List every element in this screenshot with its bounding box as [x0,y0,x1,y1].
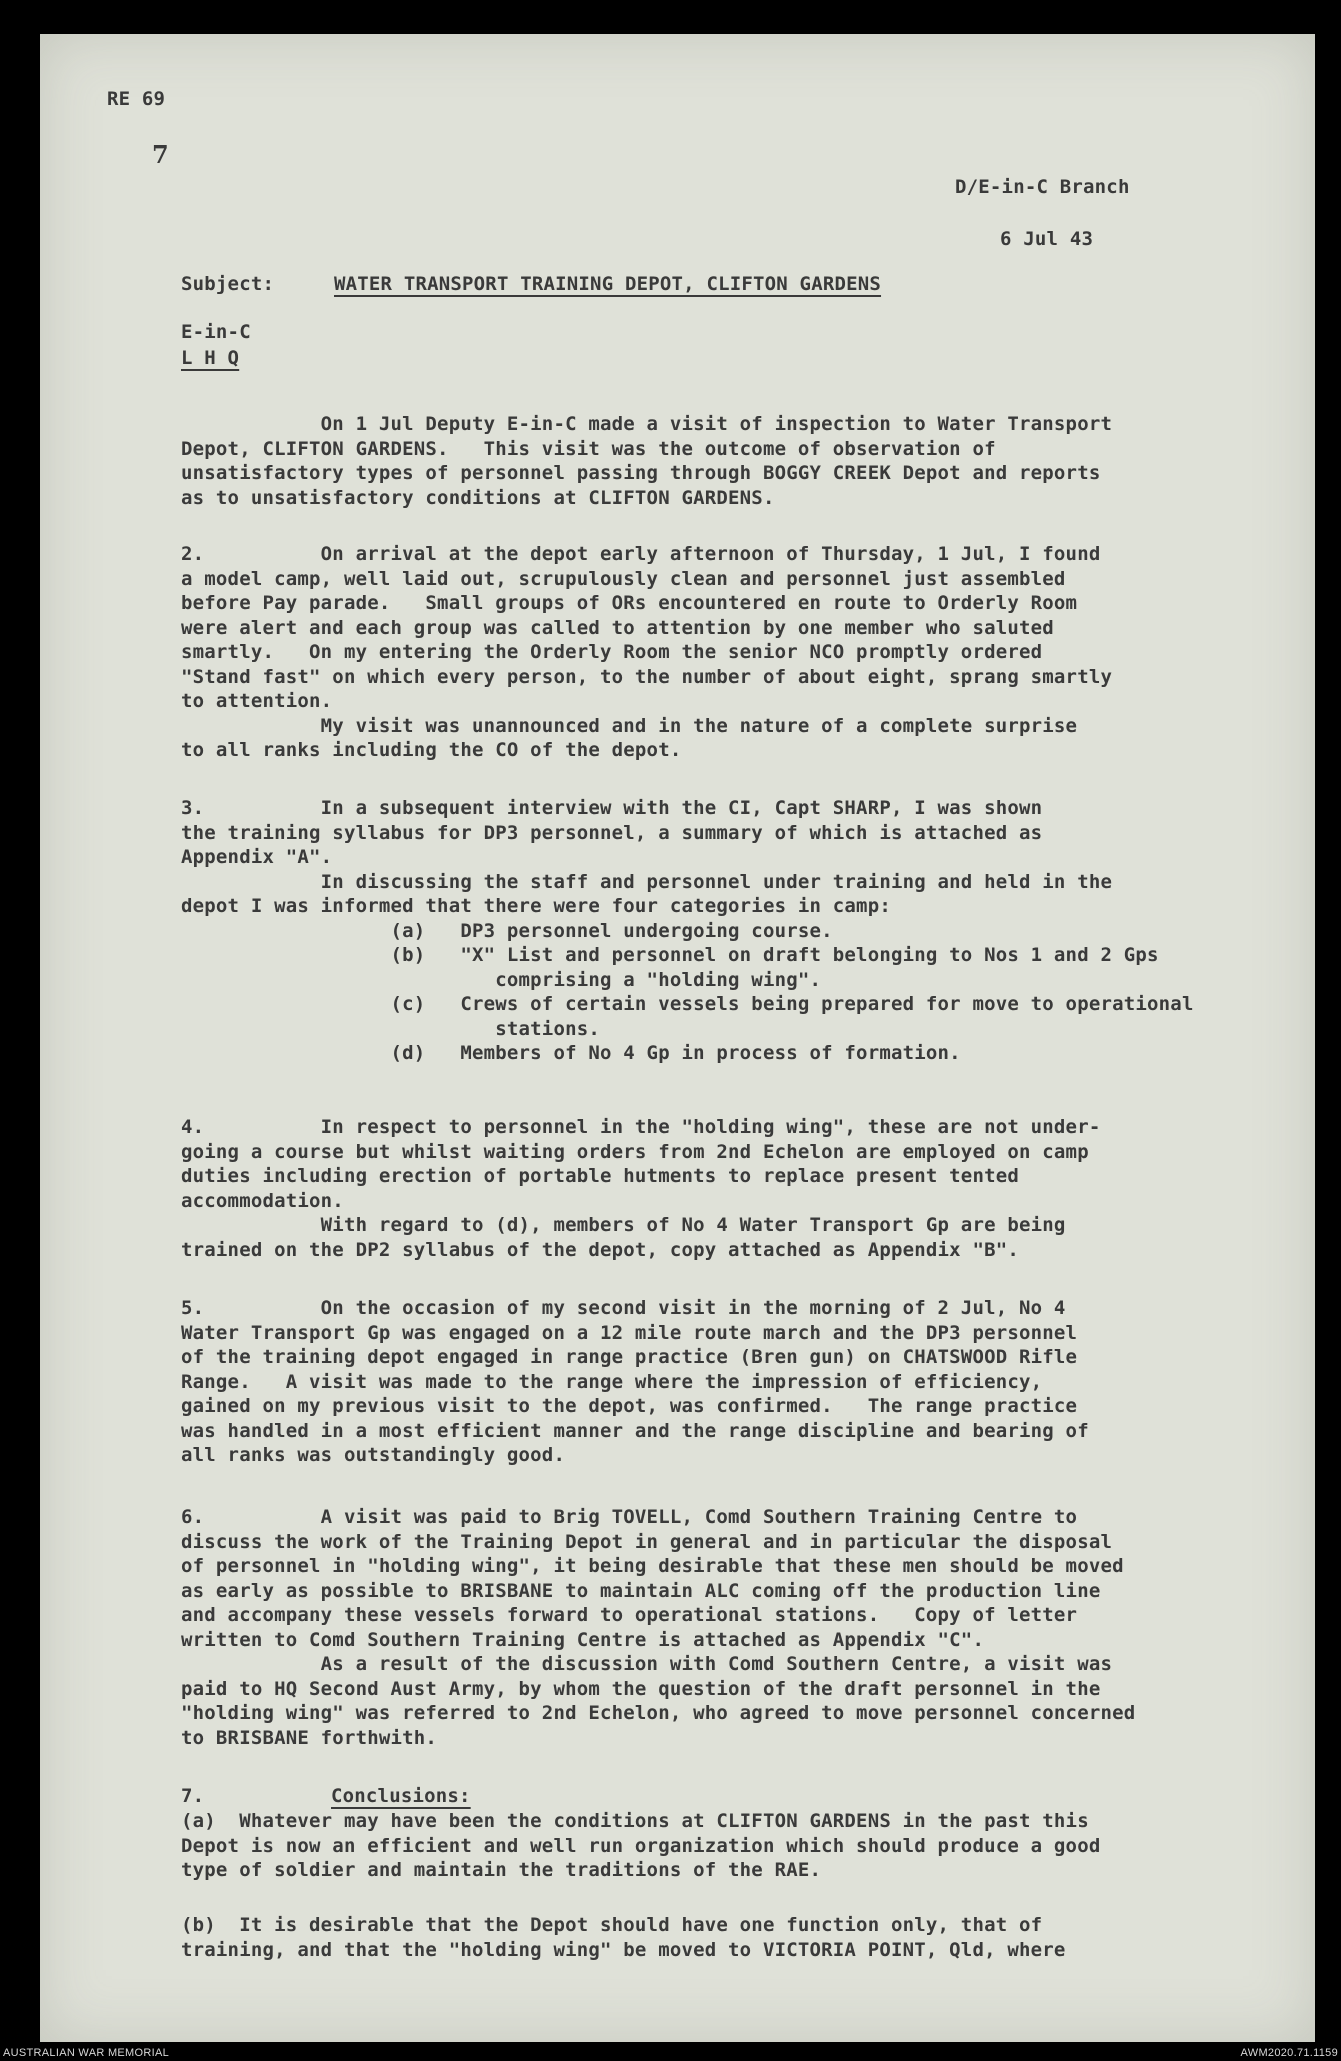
paragraph-3: 3. In a subsequent interview with the CI, Capt SHARP, I was shown the training syllabus for DP3 personnel, a summary of which is attached as Appendix "A". In discussing the staff and personnel under training and held in the depot I was informed that there were four categories in camp: (a) DP3 personnel undergoing course. (b) "X" List and personnel on draft belonging to Nos 1 and 2 Gps comprising a "holding wing". (c) Crews of certain vessels being prepared for move to operational stations. (d) Members of No 4 Gp in process of formation. [181,797,1194,1064]
branch-heading: D/E-in-C Branch [955,176,1130,198]
paragraph-4: 4. In respect to personnel in the "holding wing", these are not under- going a course but whilst waiting orders from 2nd Echelon are employed on camp duties including erection of portable hutments to replace present tented accommodation. With regard to (d), members of No 4 Water Transport Gp are being trained on the DP2 syllabus of the depot, copy attached as Appendix "B". [181,1116,1101,1261]
conclusion-a: (a) Whatever may have been the conditions at CLIFTON GARDENS in the past this Depot is now an efficient and well run organization which should produce a good type of soldier and maintain the traditions of the RAE. [181,1810,1101,1881]
conclusion-b: (b) It is desirable that the Depot should have one function only, that of training, and that the "holding wing" be moved to VICTORIA POINT, Qld, where [181,1914,1066,1961]
subject-label: Subject: [181,273,275,295]
paragraph-5: 5. On the occasion of my second visit in the morning of 2 Jul, No 4 Water Transport Gp was engaged on a 12 mile route march and the DP3 personnel of the training depot engaged in range practice (Bren gun) on CHATSWOOD Rifle Range. A visit was made to the range where the impression of efficiency, gained on my previous visit to the depot, was confirmed. The range practice was handled in a most efficient manner and the range discipline and bearing of all ranks was outstandingly good. [181,1297,1089,1466]
document-reference: RE 69 [107,88,166,110]
paragraph-6: 6. A visit was paid to Brig TOVELL, Comd Southern Training Centre to discuss the work of the Training Depot in general and in particular the disposal of personnel in "holding wing", it being desirable that these men should be moved as early as possible to BRISBANE to maintain ALC coming off the production line and accompany these vessels forward to operational stations. Copy of letter written to Comd Southern Training Centre is attached as Appendix "C". As a result of the discussion with Comd Southern Centre, a visit was paid to HQ Second Aust Army, by whom the question of the draft personnel in the "holding wing" was referred to 2nd Echelon, who agreed to move personnel concerned to BRISBANE forthwith. [181,1506,1136,1749]
footer-institution: AUSTRALIAN WAR MEMORIAL [3,2047,170,2059]
footer-accession-number: AWM2020.71.1159 [1240,2047,1338,2059]
handwritten-mark: 7 [152,140,169,169]
document-date: 6 Jul 43 [1000,228,1094,250]
paragraph-2: 2. On arrival at the depot early afternoon of Thursday, 1 Jul, I found a model camp, well laid out, scrupulously clean and personnel just assembled before Pay parade. Small groups of ORs encountered en route to Orderly Room were alert and each group was called to attention by one member who saluted smartly. On my entering the Orderly Room the senior NCO promptly ordered "Stand fast" on which every person, to the number of about eight, sprang smartly to attention. My visit was unannounced and in the nature of a complete surprise to all ranks including the CO of the depot. [181,543,1113,761]
subject-title: WATER TRANSPORT TRAINING DEPOT, CLIFTON GARDENS [334,273,882,295]
paragraph-7-number: 7. [181,1785,205,1807]
paragraph-1: On 1 Jul Deputy E-in-C made a visit of inspection to Water Transport Depot, CLIFTON GARDENS. This visit was the outcome of observation of unsatisfactory types of personnel passing through BOGGY CREEK Depot and reports as to unsatisfactory conditions at CLIFTON GARDENS. [181,413,1113,509]
addressee-line-2: L H Q [181,347,240,369]
conclusions-heading: Conclusions: [331,1785,471,1807]
addressee-line-1: E-in-C [181,321,251,343]
